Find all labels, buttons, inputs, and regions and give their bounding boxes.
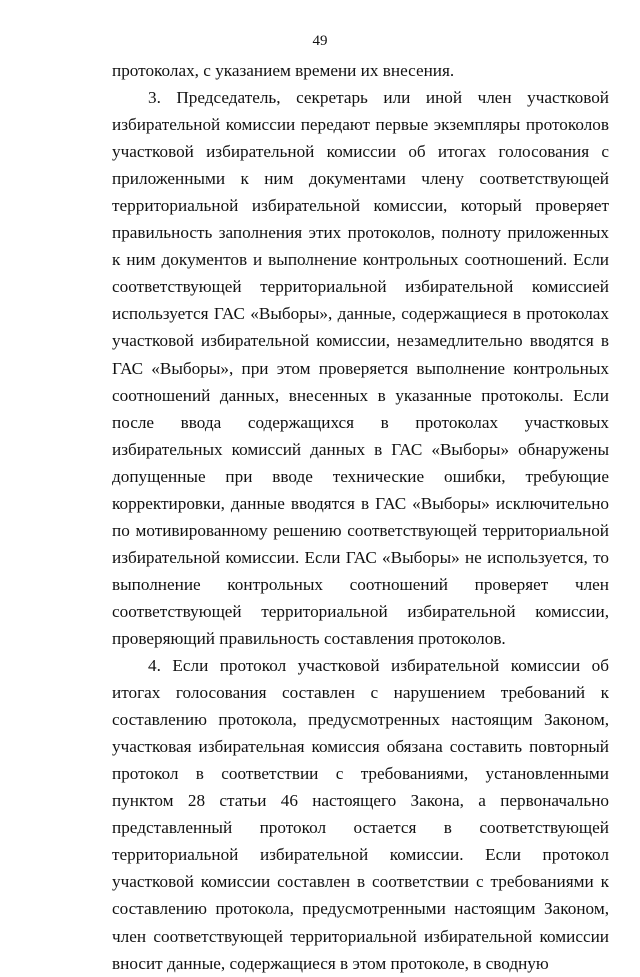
paragraph-continuation: протоколах, с указанием времени их внесения. — [112, 61, 455, 80]
paragraph-item-4: 4. Если протокол участковой избирательной комиссии об итогах голосования составлен с нарушением требований к составлению протокола, предусмотренных настоящим Законом, участковая избирательная комиссия обязана составить повторный протокол в соответствии с требованиями, установленными пунктом 28 статьи 46 настоящего Закона, а первоначально представленный протокол остается в соответствующей территориальной избирательной комиссии. Если протокол участковой комиссии составлен в соответствии с требованиями к составлению протокола, предусмотренными настоящим Законом, член соответствующей территориальной избирательной комиссии вносит данные, содержащиеся в этом протоколе, в сводную — [112, 656, 609, 973]
paragraph-item-3: 3. Председатель, секретарь или иной член участковой избирательной комиссии передают первые экземпляры протоколов участковой избирательной комиссии об итогах голосования с приложенными к ним документами члену соответствующей территориальной избирательной комиссии, который проверяет правильность заполнения этих протоколов, полноту приложенных к ним документов и выполнение контрольных соотношений. Если соответствующей территориальной избирательной комиссией используется ГАС «Выборы», данные, содержащиеся в протоколах участковой избирательной комиссии, незамедлительно вводятся в ГАС «Выборы», при этом проверяется выполнение контрольных соотношений данных, внесенных в указанные протоколы. Если после ввода содержащихся в протоколах участковых избирательных комиссий данных в ГАС «Выборы» обнаружены допущенные при вводе технические ошибки, требующие корректировки, данные вводятся в ГАС «Выборы» исключительно по мотивированному решению соответствующей территориальной избирательной комиссии. Если ГАС «Выборы» не используется, то выполнение контрольных соотношений проверяет член соответствующей территориальной избирательной комиссии, проверяющий правильность составления протоколов. — [112, 88, 609, 648]
page-number: 49 — [312, 33, 328, 49]
document-body — [112, 57, 609, 977]
